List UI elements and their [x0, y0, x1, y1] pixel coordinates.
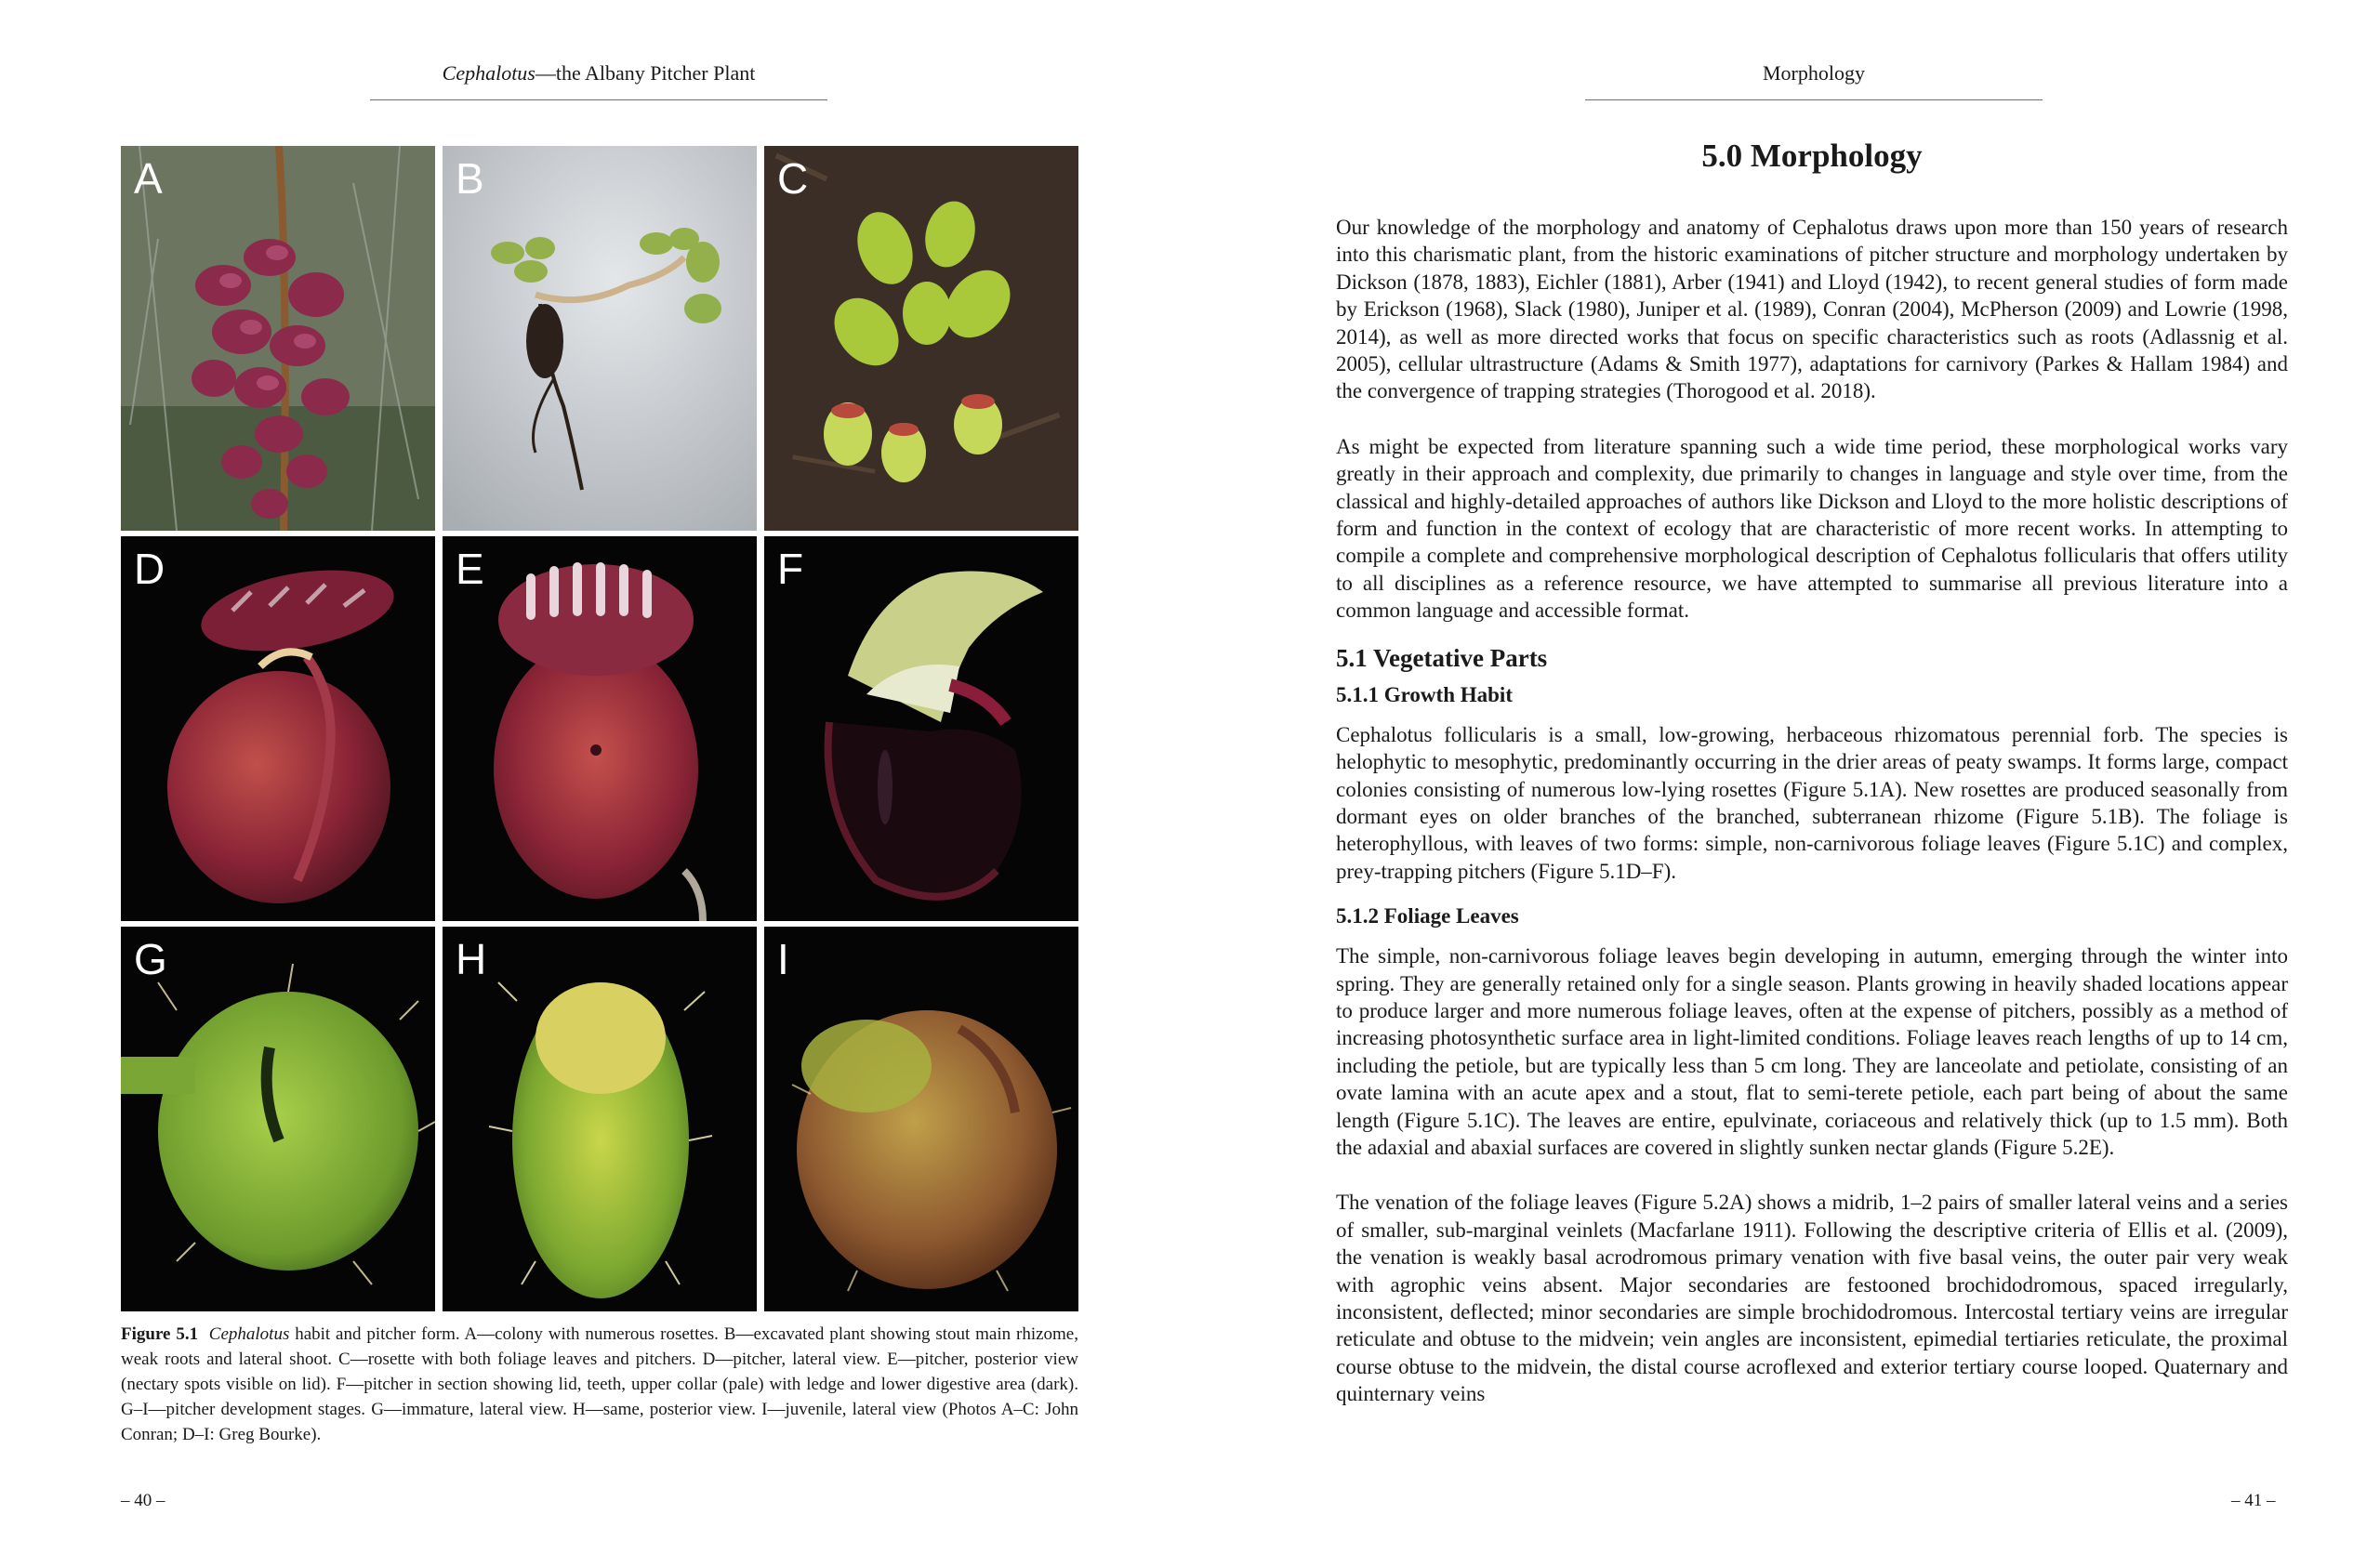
- intro-paragraph: Our knowledge of the morphology and anatomy of Cephalotus draws upon more than 150 years of research into this charismatic plant, from the historic examinations of pitcher structure and morphology undertaken by Dickson (1878, 1883), Eichler (1881), Arber (1941) and Lloyd (1942), to recent general studies of form made by Erickson (1968), Slack (1980), Juniper et al. (1989), Conran (2004), McPherson (2009) and Lowrie (1998, 2014), as well as more directed works that focus on specific characteristics such as roots (Adlassnig et al. 2005), cellular ultrastructure (Adams & Smith 1977), adaptations for carnivory (Parkes & Hallam 1984) and the convergence of trapping strategies (Thorogood et al. 2018).: [1336, 216, 2288, 403]
- figure-caption: [121, 1322, 1078, 1447]
- foliage-paragraph: The simple, non-carnivorous foliage leaves begin developing in autumn, emerging through the winter into spring. They are generally retained only for a single season. Plants growing in heavily shaded locations appear to produce larger and more numerous foliage leaves, often at the expense of pitchers, possibly as a method of increasing photosynthetic surface area in light-limited conditions. Foliage leaves reach lengths of up to 14 cm, including the petiole, but are typically less than 5 cm long. They are lanceolate and petiolate, consisting of an ovate lamina with an acute apex and a stout, flat to semi-terete petiole, each part being of about the same length (Figure 5.1C). The leaves are entire, epulvinate, coriaceous and relatively thick (up to 1.5 mm). Both the adaxial and abaxial surfaces are covered in slightly sunken nectar glands (Figure 5.2E).: [1336, 944, 2288, 1159]
- intro-paragraph: As might be expected from literature spanning such a wide time period, these morphological works vary greatly in their approach and complexity, due primarily to changes in language and style over time, from the classical and highly-detailed approaches of authors like Dickson and Lloyd to the more holistic descriptions of form and function in the context of ecology that are characteristic of more recent works. In attempting to compile a complete and comprehensive morphological description of Cephalotus follicularis that offers utility to all disciplines as a reference resource, we have attempted to summarise all previous literature into a common language and accessible format.: [1336, 434, 2288, 623]
- photo-panel-i: [764, 927, 1078, 1311]
- juvenile-pitcher-photo: [764, 927, 1078, 1311]
- caption-genus: Cephalotus: [208, 1324, 290, 1344]
- photo-panel-h: [443, 927, 757, 1311]
- panel-label: C: [777, 154, 809, 203]
- photo-panel-b: [443, 146, 757, 531]
- running-head-rule-left: [370, 99, 827, 100]
- running-head-rule-right: [1585, 99, 2043, 100]
- pitcher-section-photo: [764, 536, 1078, 921]
- page-number-right: – 41 –: [2231, 1491, 2276, 1510]
- photo-panel-c: [764, 146, 1078, 531]
- photo-panel-d: [121, 536, 435, 921]
- subsection-heading: 5.1.1 Growth Habit: [1336, 682, 1513, 706]
- body-text-column: [1336, 138, 2288, 1408]
- colony-photo: [121, 146, 435, 531]
- figure-5-1-photo-grid: [121, 146, 1078, 1311]
- immature-pitcher-posterior-photo: [443, 927, 757, 1311]
- venation-paragraph: The venation of the foliage leaves (Figure 5.2A) shows a midrib, 1–2 pairs of smaller lateral veins and a series of smaller, sub-marginal veinlets (Macfarlane 1911). Following the descriptive criteria of Ellis et al. (2009), the venation is weakly basal acrodromous primary venation with five basal veins, the outer pair very weak with agrophic veins absent. Major secondaries are festooned brochidodromous, spaced irregularly, inconsistent, deflected; minor secondaries are simple brochidodromous. Intercostal tertiary veins are irregular reticulate and obtuse to the midvein; vein angles are inconsistent, epimedial tertiaries reticulate, the proximal course obtuse to the midvein, the distal course acroflexed and exterior tertiary course looped. Quaternary and quinternary veins: [1336, 1191, 2288, 1406]
- right-page: [1190, 0, 2380, 1567]
- chapter-title: 5.0 Morphology: [1701, 138, 1923, 174]
- photo-panel-a: [121, 146, 435, 531]
- immature-pitcher-lateral-photo: [121, 927, 435, 1311]
- excavated-plant-photo: [443, 146, 757, 531]
- photo-panel-e: [443, 536, 757, 921]
- running-head-left: [370, 61, 827, 86]
- panel-label: F: [777, 545, 804, 593]
- panel-label: E: [456, 545, 484, 593]
- running-head-title: —the Albany Pitcher Plant: [535, 61, 756, 85]
- caption-text: habit and pitcher form. A—colony with numerous rosettes. B—excavated plant showing stout main rhizome, weak roots and lateral shoot. C—rosette with both foliage leaves and pitchers. D—pitcher, lateral view. E—pitcher, posterior view (nectary spots visible on lid). F—pitcher in section showing lid, teeth, upper collar (pale) with ledge and lower digestive area (dark). G–I—pitcher development stages. G—immature, lateral view. H—same, posterior view. I—juvenile, lateral view (Photos A–C: John Conran; D–I: Greg Bourke).: [121, 1324, 1078, 1444]
- panel-label: H: [456, 935, 487, 983]
- rosette-photo: [764, 146, 1078, 531]
- subsection-heading: 5.1.2 Foliage Leaves: [1336, 904, 1519, 928]
- photo-panel-f: [764, 536, 1078, 921]
- growth-habit-paragraph: Cephalotus follicularis is a small, low-growing, herbaceous rhizomatous perennial forb. The species is helophytic to mesophytic, predominantly occurring in the drier areas of peaty swamps. It forms large, compact colonies consisting of numerous low-lying rosettes (Figure 5.1A). New rosettes are produced seasonally from dormant eyes on older branches of the branched, subterranean rhizome (Figure 5.1B). The foliage is heterophyllous, with leaves of two forms: simple, non-carnivorous foliage leaves (Figure 5.1C) and complex, prey-trapping pitchers (Figure 5.1D–F).: [1336, 722, 2288, 883]
- page-number-left: – 40 –: [121, 1491, 165, 1510]
- panel-label: B: [456, 154, 484, 203]
- panel-label: D: [134, 545, 165, 593]
- figure-number: Figure 5.1: [121, 1324, 199, 1344]
- photo-panel-g: [121, 927, 435, 1311]
- panel-label: G: [134, 935, 167, 983]
- panel-label: I: [777, 935, 789, 983]
- pitcher-posterior-photo: [443, 536, 757, 921]
- running-head-right: Morphology: [1763, 61, 1865, 85]
- running-head-genus: Cephalotus: [442, 61, 536, 85]
- section-heading: 5.1 Vegetative Parts: [1336, 643, 1548, 672]
- pitcher-lateral-photo: [121, 536, 435, 921]
- panel-label: A: [134, 154, 163, 203]
